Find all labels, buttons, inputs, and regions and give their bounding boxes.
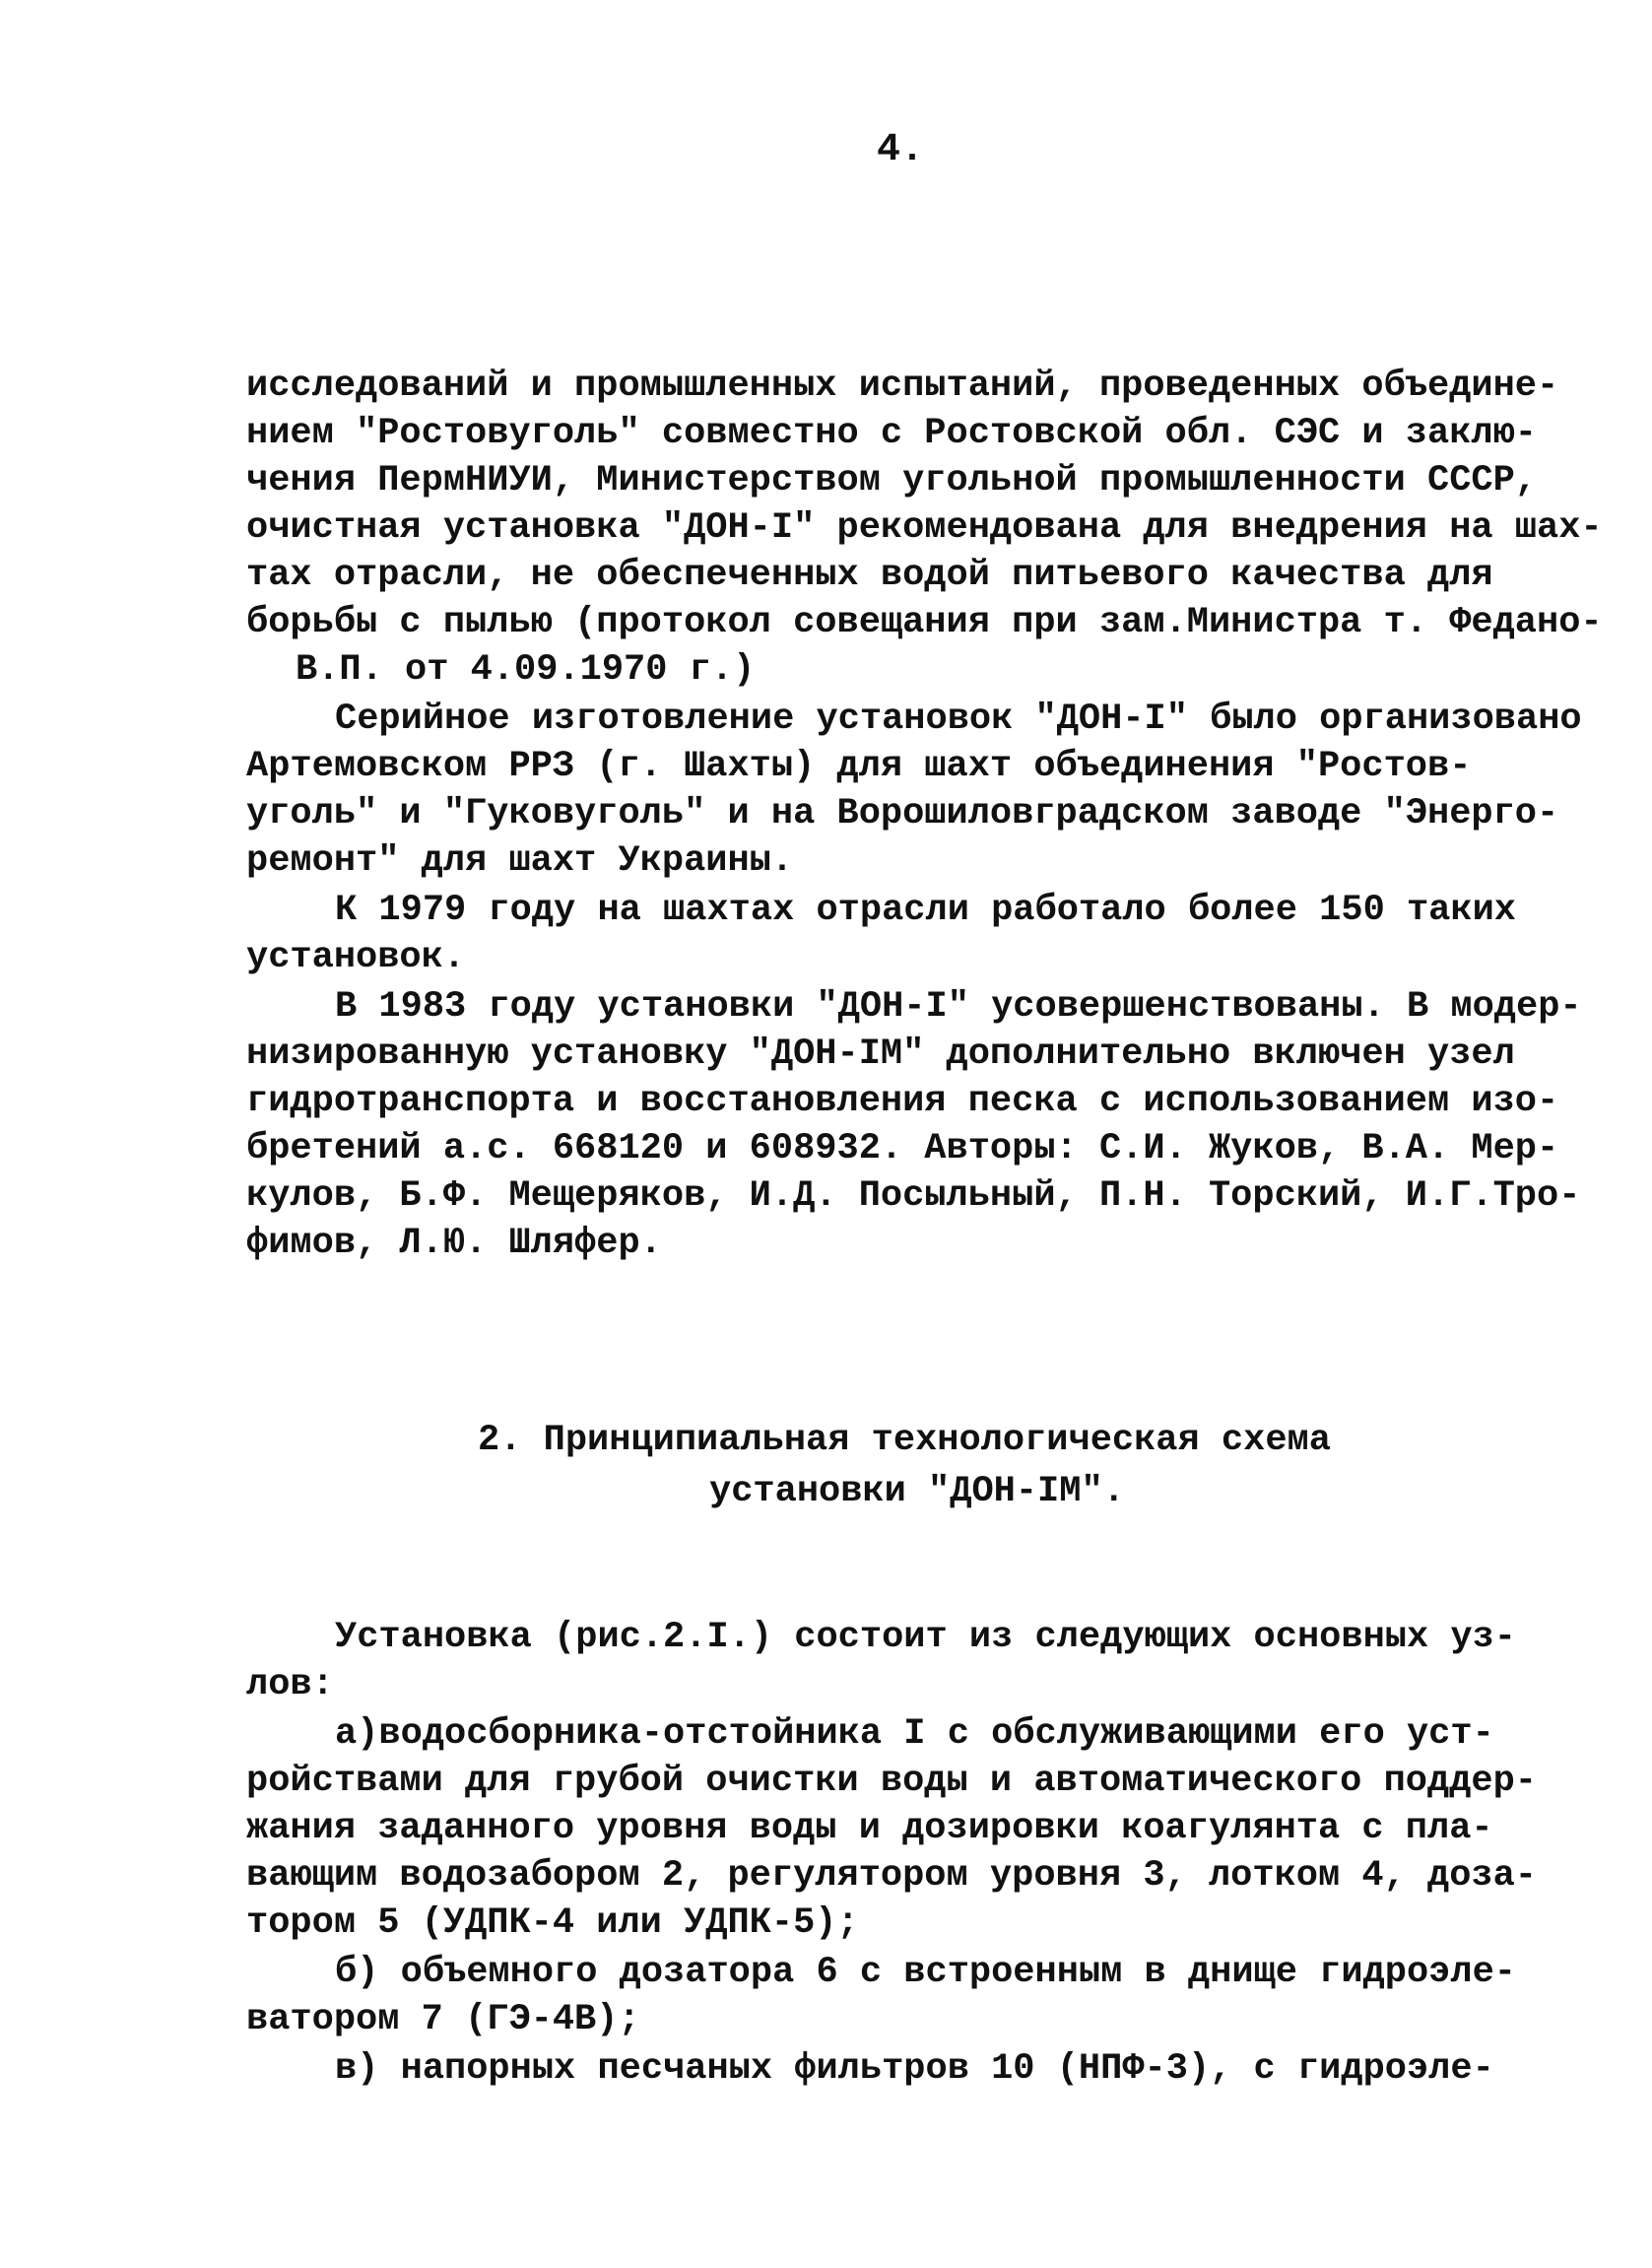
text-line: ройствами для грубой очистки воды и автоматического поддер- (246, 1761, 1538, 1802)
text-line: лов: (246, 1664, 334, 1705)
text-line: Артемовском РРЗ (г. Шахты) для шахт объединения "Ростов- (246, 746, 1472, 787)
text-line: исследований и промышленных испытаний, проведенных объедине- (246, 366, 1559, 407)
text-line: б) объемного дозатора 6 с встроенным в днище гидроэле- (335, 1952, 1516, 1993)
text-line: фимов, Л.Ю. Шляфер. (246, 1223, 662, 1264)
text-line: гидротранспорта и восстановления песка с использованием изо- (246, 1081, 1559, 1122)
text-line: вающим водозабором 2, регулятором уровня 3, лотком 4, доза- (246, 1855, 1538, 1897)
text-line: тором 5 (УДПК-4 или УДПК-5); (246, 1902, 859, 1944)
text-line: жания заданного уровня воды и дозировки коагулянта с пла- (246, 1808, 1493, 1849)
text-line: уголь" и "Гуковуголь" и на Ворошиловградском заводе "Энерго- (246, 793, 1559, 834)
text-line: В.П. от 4.09.1970 г.) (296, 649, 756, 691)
text-line: установок. (246, 937, 466, 978)
text-line: В 1983 году установки "ДОН-I" усовершенствованы. В модер- (335, 986, 1582, 1028)
section-heading-line-2: установки "ДОН-IМ". (709, 1471, 1125, 1512)
text-line: а)водосборника-отстойника I с обслуживающими его уст- (335, 1713, 1494, 1755)
text-line: Серийное изготовление установок "ДОН-I" было организовано (335, 699, 1582, 740)
text-line: бретений а.с. 668120 и 608932. Авторы: С.И. Жуков, В.А. Мер- (246, 1128, 1559, 1169)
text-line: тах отрасли, не обеспеченных водой питьевого качества для (246, 555, 1493, 596)
text-line: нием "Ростовуголь" совместно с Ростовской обл. СЭС и заклю- (246, 413, 1538, 454)
section-heading-line-1: 2. Принципиальная технологическая схема (478, 1420, 1331, 1461)
text-line: в) напорных песчаных фильтров 10 (НПФ-3), с гидроэле- (335, 2048, 1494, 2090)
text-line: К 1979 году на шахтах отрасли работало более 150 таких (335, 890, 1516, 931)
text-line: низированную установку "ДОН-IМ" дополнительно включен узел (246, 1034, 1515, 1075)
page-number: 4. (877, 128, 925, 172)
text-line: Установка (рис.2.I.) состоит из следующих основных уз- (335, 1617, 1516, 1658)
text-line: чения ПермНИУИ, Министерством угольной промышленности СССР, (246, 460, 1538, 501)
text-line: кулов, Б.Ф. Мещеряков, И.Д. Посыльный, П.Н. Торский, И.Г.Тро- (246, 1175, 1581, 1217)
text-line: борьбы с пылью (протокол совещания при зам.Министра т. Федано- (246, 602, 1603, 643)
text-line: ватором 7 (ГЭ-4В); (246, 1999, 640, 2040)
text-line: ремонт" для шахт Украины. (246, 840, 794, 882)
text-line: очистная установка "ДОН-I" рекомендована для внедрения на шах- (246, 507, 1603, 549)
